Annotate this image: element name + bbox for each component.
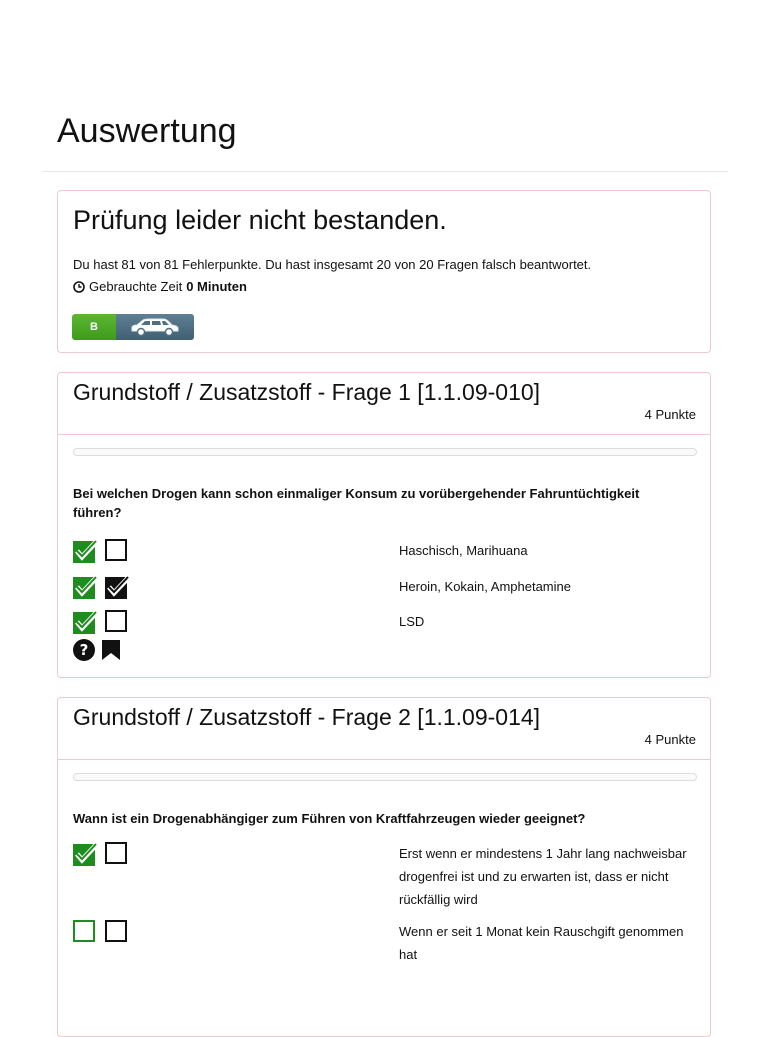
- question-header: [58, 698, 710, 760]
- question-progress-bar: [73, 448, 697, 456]
- correct-answer-icon: [73, 610, 95, 632]
- question-panel-2: [57, 697, 711, 1037]
- question-tools: [73, 639, 121, 666]
- time-label: Gebrauchte Zeit: [89, 279, 183, 294]
- time-row: [73, 279, 247, 294]
- time-value: 0 Minuten: [186, 279, 247, 294]
- answer-checkbox[interactable]: [105, 920, 127, 942]
- question-points: 4 Punkte: [644, 732, 696, 747]
- result-panel: [57, 190, 711, 353]
- question-text: Bei welchen Drogen kann schon einmaliger Konsum zu vorübergehender Fahruntüchtigkeit führen?: [73, 486, 640, 520]
- clock-icon: [73, 281, 85, 293]
- correct-answer-icon: [73, 539, 95, 561]
- license-class-letter: B: [72, 314, 116, 340]
- page-title: Auswertung: [57, 112, 237, 150]
- question-header: [58, 373, 710, 435]
- answer-text: LSD: [399, 614, 425, 629]
- result-summary: Du hast 81 von 81 Fehlerpunkte. Du hast insgesamt 20 von 20 Fragen falsch beantwortet.: [73, 257, 592, 272]
- question-points: 4 Punkte: [644, 407, 696, 422]
- answer-text: Wenn er seit 1 Monat kein Rauschgift genommen hat: [399, 924, 684, 962]
- correct-answer-icon: [73, 575, 95, 597]
- question-progress-bar: [73, 773, 697, 781]
- answer-checkbox[interactable]: [105, 842, 127, 864]
- incorrect-answer-icon: [73, 920, 95, 942]
- svg-text:?: ?: [79, 641, 89, 659]
- question-text: Wann ist ein Drogenabhängiger zum Führen von Kraftfahrzeugen wieder geeignet?: [73, 811, 586, 826]
- answer-checkbox[interactable]: [105, 539, 127, 561]
- question-panel-1: [57, 372, 711, 678]
- result-heading: Prüfung leider nicht bestanden.: [73, 205, 447, 235]
- correct-answer-icon: [73, 842, 95, 864]
- answer-text: Heroin, Kokain, Amphetamine: [399, 579, 571, 594]
- answer-checkbox[interactable]: [105, 610, 127, 632]
- car-icon: [116, 314, 194, 340]
- title-divider: [42, 171, 728, 172]
- help-icon[interactable]: [73, 639, 95, 666]
- question-title: Grundstoff / Zusatzstoff - Frage 2 [1.1.09-014]: [73, 704, 541, 730]
- bookmark-icon[interactable]: [101, 639, 121, 666]
- answer-text: Haschisch, Marihuana: [399, 543, 528, 558]
- question-title: Grundstoff / Zusatzstoff - Frage 1 [1.1.09-010]: [73, 379, 541, 405]
- answer-checkbox-checked[interactable]: [105, 575, 127, 597]
- answer-text: Erst wenn er mindestens 1 Jahr lang nachweisbar drogenfrei ist und zu erwarten ist, dass er nicht rückfällig wird: [399, 846, 687, 907]
- license-class-badge: [72, 314, 194, 340]
